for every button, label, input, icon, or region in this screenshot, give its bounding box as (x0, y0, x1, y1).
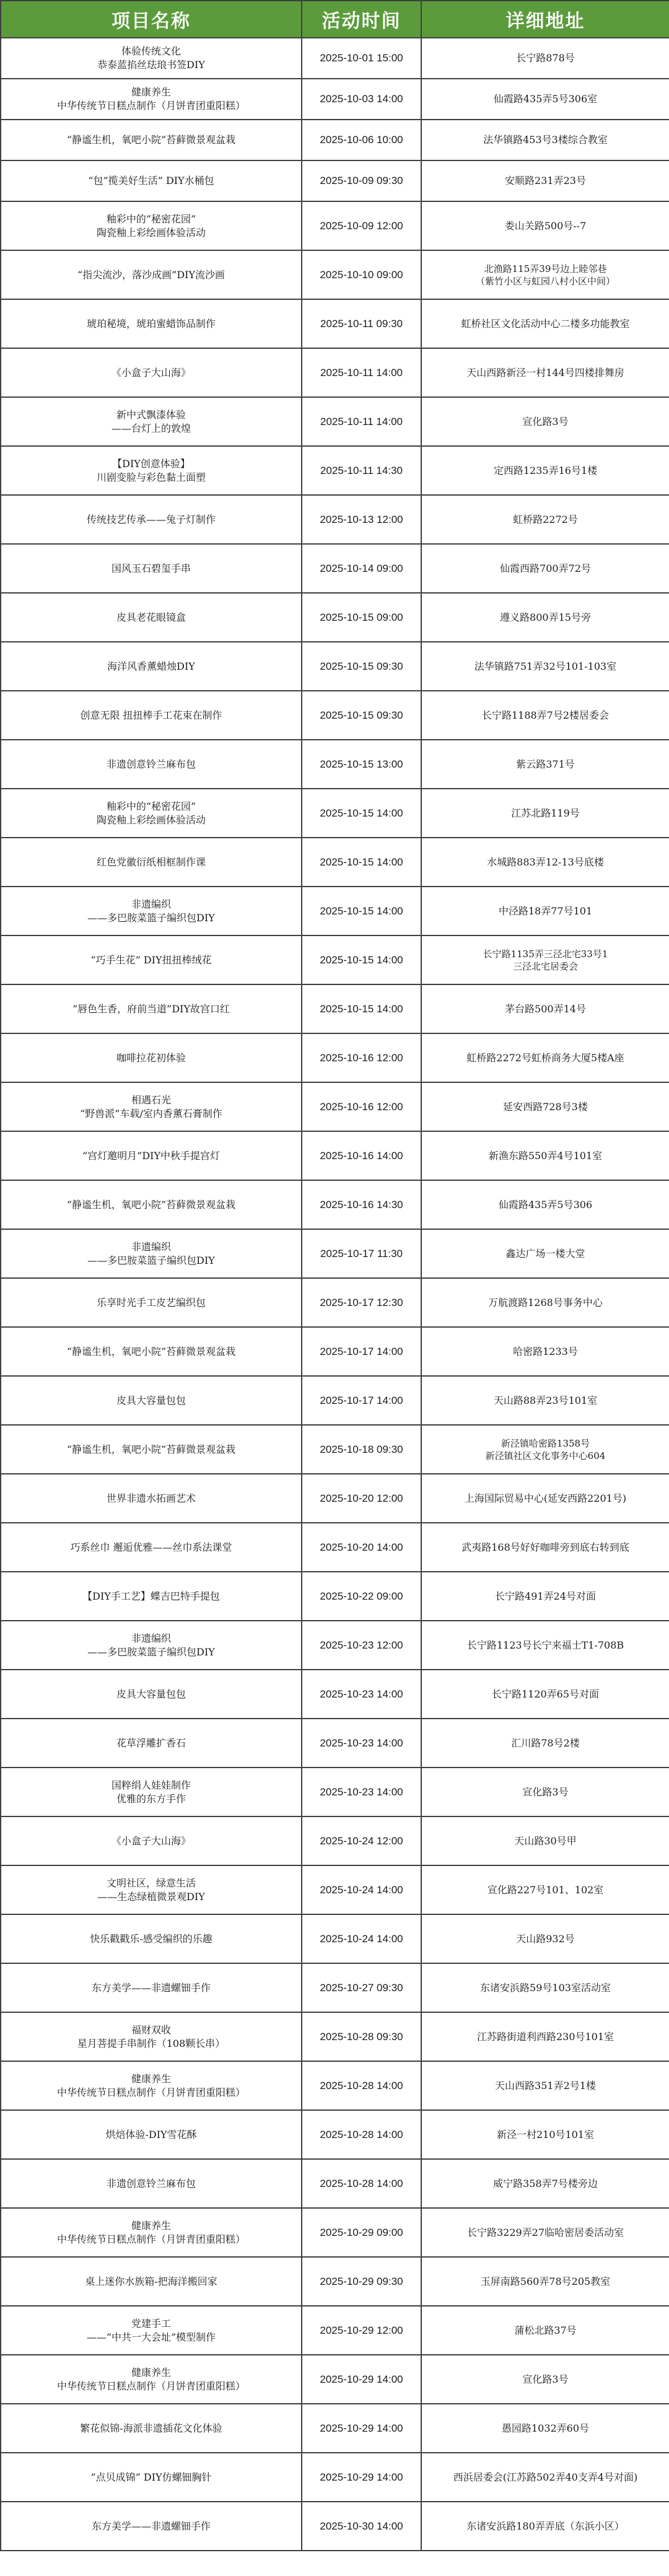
table-row (1, 2404, 669, 2453)
table-row (1, 1816, 669, 1865)
table-row (1, 642, 669, 691)
address-cell: 遵义路800弄15号旁 (421, 593, 669, 642)
activity-time-cell: 2025-10-15 14:00 (302, 887, 421, 935)
table-row (1, 1278, 669, 1327)
table-row (1, 691, 669, 740)
activity-time-cell: 2025-10-11 14:00 (302, 397, 421, 446)
project-name-cell: “包”揽美好生活” DIY水桶包 (1, 160, 302, 201)
activity-time-cell: 2025-10-29 09:30 (302, 2257, 421, 2306)
project-name-cell: 体验传统文化 恭泰蓝掐丝珐琅书签DIY (1, 38, 302, 79)
activity-time-cell: 2025-10-06 10:00 (302, 120, 421, 160)
table-row (1, 789, 669, 838)
activity-time-cell: 2025-10-10 09:00 (302, 250, 421, 299)
project-name-cell: 乐享时光手工皮艺编织包 (1, 1278, 302, 1327)
address-cell: 法华镇路751弄32号101-103室 (421, 642, 669, 691)
table-row (1, 1719, 669, 1768)
table-row (1, 1327, 669, 1376)
address-cell: 东诸安浜路59号103室活动室 (421, 1963, 669, 2012)
activity-time-cell: 2025-10-11 09:30 (302, 299, 421, 348)
table-row (1, 201, 669, 250)
project-name-cell: 琥珀秘境，琥珀蜜蜡饰品制作 (1, 299, 302, 348)
table-row (1, 2110, 669, 2159)
activity-time-cell: 2025-10-16 14:30 (302, 1180, 421, 1229)
project-name-cell: 釉彩中的“秘密花园” 陶瓷釉上彩绘画体验活动 (1, 201, 302, 250)
project-name-cell: 国粹绢人娃娃制作 优雅的东方手作 (1, 1768, 302, 1816)
activity-time-cell: 2025-10-15 09:00 (302, 593, 421, 642)
activity-time-cell: 2025-10-18 09:30 (302, 1425, 421, 1474)
address-cell: 法华镇路453号3楼综合教室 (421, 120, 669, 160)
address-cell: 东诸安浜路180弄弄底（东浜小区） (421, 2502, 669, 2551)
address-cell: 新渔东路550弄4号101室 (421, 1131, 669, 1180)
address-cell: 茅台路500弄14号 (421, 984, 669, 1033)
table-row (1, 984, 669, 1033)
project-name-cell: 传统技艺传承——兔子灯制作 (1, 495, 302, 544)
project-name-cell: 创意无限 扭扭棒手工花束在制作 (1, 691, 302, 740)
project-name-cell: “点贝成锦” DIY仿螺钿胸针 (1, 2453, 302, 2502)
address-cell: 宣化路227号101、102室 (421, 1865, 669, 1914)
activity-time-cell: 2025-10-24 12:00 (302, 1816, 421, 1865)
project-name-cell: 国风玉石碧玺手串 (1, 544, 302, 593)
address-cell: 哈密路1233号 (421, 1327, 669, 1376)
activity-time-cell: 2025-10-27 09:30 (302, 1963, 421, 2012)
header-activity-time: 活动时间 (302, 1, 421, 38)
table-row (1, 1180, 669, 1229)
project-name-cell: 咖啡拉花初体验 (1, 1033, 302, 1082)
address-cell: 虹桥社区文化活动中心二楼多功能教室 (421, 299, 669, 348)
table-row (1, 1572, 669, 1621)
project-name-cell: 花草浮雕扩香石 (1, 1719, 302, 1768)
table-row (1, 887, 669, 935)
activity-time-cell: 2025-10-09 09:30 (302, 160, 421, 201)
project-name-cell: 繁花似锦-海派非遗插花文化体验 (1, 2404, 302, 2453)
activity-time-cell: 2025-10-23 14:00 (302, 1670, 421, 1719)
project-name-cell: 新中式飘漆体验 ——台灯上的敦煌 (1, 397, 302, 446)
activity-time-cell: 2025-10-16 14:00 (302, 1131, 421, 1180)
project-name-cell: 巧系丝巾 邂逅优雅——丝巾系法课堂 (1, 1523, 302, 1572)
address-cell: 上海国际贸易中心(延安西路2201号) (421, 1474, 669, 1523)
table-row (1, 2208, 669, 2257)
project-name-cell: 非遗编织 ——多巴胺菜篮子编织包DIY (1, 1229, 302, 1278)
address-cell: 定西路1235弄16号1楼 (421, 446, 669, 495)
table-row (1, 2355, 669, 2404)
address-cell: 天山西路351弄2号1楼 (421, 2061, 669, 2110)
table-row (1, 1768, 669, 1816)
table-row (1, 1229, 669, 1278)
address-cell: 天山西路新泾一村144号四楼排舞房 (421, 348, 669, 397)
table-row (1, 250, 669, 299)
activity-time-cell: 2025-10-29 09:00 (302, 2208, 421, 2257)
activity-time-cell: 2025-10-15 09:30 (302, 642, 421, 691)
table-row (1, 544, 669, 593)
table-row (1, 446, 669, 495)
table-body (1, 38, 669, 2551)
activity-time-cell: 2025-10-01 15:00 (302, 38, 421, 79)
table-row (1, 1033, 669, 1082)
table-row (1, 38, 669, 79)
address-cell: 玉屏南路560弄78号205教室 (421, 2257, 669, 2306)
table-row (1, 935, 669, 984)
address-cell: 长宁路1188弄7号2楼居委会 (421, 691, 669, 740)
address-cell: 新泾一村210号101室 (421, 2110, 669, 2159)
project-name-cell: 非遗编织 ——多巴胺菜篮子编织包DIY (1, 887, 302, 935)
table-row (1, 495, 669, 544)
activity-time-cell: 2025-10-16 12:00 (302, 1082, 421, 1131)
address-cell: 威宁路358弄7号楼旁边 (421, 2159, 669, 2208)
address-cell: 安顺路231弄23号 (421, 160, 669, 201)
activity-time-cell: 2025-10-29 14:00 (302, 2404, 421, 2453)
address-cell: 长宁路1123号长宁来福士T1-708B (421, 1621, 669, 1670)
address-cell: 天山路88弄23号101室 (421, 1376, 669, 1425)
project-name-cell: 世界非遗水拓画艺术 (1, 1474, 302, 1523)
activity-time-cell: 2025-10-23 12:00 (302, 1621, 421, 1670)
address-cell: 宣化路3号 (421, 1768, 669, 1816)
table-row (1, 1131, 669, 1180)
address-cell: 天山路932号 (421, 1914, 669, 1963)
activity-time-cell: 2025-10-20 12:00 (302, 1474, 421, 1523)
project-name-cell: 海洋风香薰蜡烛DIY (1, 642, 302, 691)
address-cell: 仙霞路435弄5号306室 (421, 79, 669, 120)
activity-time-cell: 2025-10-30 14:00 (302, 2502, 421, 2551)
project-name-cell: 非遗创意铃兰麻布包 (1, 2159, 302, 2208)
address-cell: 虹桥路2272号 (421, 495, 669, 544)
activity-time-cell: 2025-10-17 14:00 (302, 1376, 421, 1425)
project-name-cell: “唇色生香，府前当道”DIY故宫口红 (1, 984, 302, 1033)
activity-time-cell: 2025-10-28 14:00 (302, 2159, 421, 2208)
table-row (1, 740, 669, 789)
project-name-cell: “巧手生花” DIY扭扭棒绒花 (1, 935, 302, 984)
table-row (1, 1963, 669, 2012)
activity-time-cell: 2025-10-23 14:00 (302, 1768, 421, 1816)
activity-time-cell: 2025-10-15 14:00 (302, 984, 421, 1033)
address-cell: 水城路883弄12-13号底楼 (421, 838, 669, 887)
project-name-cell: 党建手工 ——“中共一大会址”模型制作 (1, 2306, 302, 2355)
address-cell: 蒲松北路37号 (421, 2306, 669, 2355)
table-row (1, 1670, 669, 1719)
activity-time-cell: 2025-10-15 13:00 (302, 740, 421, 789)
header-address: 详细地址 (421, 1, 669, 38)
address-cell: 北渔路115弄39号边上睦邻巷 （紫竹小区与虹园八村小区中间） (421, 250, 669, 299)
activity-time-cell: 2025-10-22 09:00 (302, 1572, 421, 1621)
table-row (1, 1865, 669, 1914)
project-name-cell: 皮具老花眼镜盒 (1, 593, 302, 642)
activity-time-cell: 2025-10-24 14:00 (302, 1865, 421, 1914)
activity-time-cell: 2025-10-16 12:00 (302, 1033, 421, 1082)
address-cell: 长宁路1135弄三泾北宅33号1 三泾北宅居委会 (421, 935, 669, 984)
project-name-cell: 红色党徽衍纸相框制作课 (1, 838, 302, 887)
address-cell: 愚园路1032弄60号 (421, 2404, 669, 2453)
project-name-cell: 东方美学——非遗螺钿手作 (1, 1963, 302, 2012)
address-cell: 长宁路1120弄65号对面 (421, 1670, 669, 1719)
project-name-cell: 桌上迷你水族箱-把海洋搬回家 (1, 2257, 302, 2306)
project-name-cell: 非遗创意铃兰麻布包 (1, 740, 302, 789)
activity-time-cell: 2025-10-17 12:30 (302, 1278, 421, 1327)
project-name-cell: 健康养生 中华传统节日糕点制作（月饼青团重阳糕） (1, 2208, 302, 2257)
project-name-cell: 相遇石光 “野兽派”车载/室内香薰石膏制作 (1, 1082, 302, 1131)
project-name-cell: 健康养生 中华传统节日糕点制作（月饼青团重阳糕） (1, 2061, 302, 2110)
activity-time-cell: 2025-10-17 14:00 (302, 1327, 421, 1376)
address-cell: 紫云路371号 (421, 740, 669, 789)
activity-time-cell: 2025-10-13 12:00 (302, 495, 421, 544)
activity-time-cell: 2025-10-24 14:00 (302, 1914, 421, 1963)
activity-time-cell: 2025-10-28 14:00 (302, 2110, 421, 2159)
activity-time-cell: 2025-10-29 14:00 (302, 2453, 421, 2502)
table-row (1, 1425, 669, 1474)
table-row (1, 1082, 669, 1131)
table-row (1, 1914, 669, 1963)
table-row (1, 838, 669, 887)
activity-time-cell: 2025-10-17 11:30 (302, 1229, 421, 1278)
table-row (1, 397, 669, 446)
table-row (1, 2502, 669, 2551)
table-row (1, 2159, 669, 2208)
header-project-name: 项目名称 (1, 1, 302, 38)
project-name-cell: “静谧生机，氧吧小院”苔藓微景观盆栽 (1, 1425, 302, 1474)
table-row (1, 1376, 669, 1425)
table-row (1, 299, 669, 348)
address-cell: 延安西路728号3楼 (421, 1082, 669, 1131)
address-cell: 天山路30号甲 (421, 1816, 669, 1865)
table-row (1, 593, 669, 642)
address-cell: 长宁路878号 (421, 38, 669, 79)
table-row (1, 348, 669, 397)
address-cell: 汇川路78号2楼 (421, 1719, 669, 1768)
project-name-cell: “静谧生机，氧吧小院”苔藓微景观盆栽 (1, 1327, 302, 1376)
table-row (1, 2453, 669, 2502)
project-name-cell: 快乐戳戳乐-感受编织的乐趣 (1, 1914, 302, 1963)
activity-time-cell: 2025-10-15 14:00 (302, 935, 421, 984)
address-cell: 仙霞西路700弄72号 (421, 544, 669, 593)
address-cell: 宣化路3号 (421, 2355, 669, 2404)
activity-time-cell: 2025-10-15 09:30 (302, 691, 421, 740)
project-name-cell: 《小盒子大山海》 (1, 1816, 302, 1865)
address-cell: 新泾镇哈密路1358号 新泾镇社区文化事务中心604 (421, 1425, 669, 1474)
activity-time-cell: 2025-10-23 14:00 (302, 1719, 421, 1768)
project-name-cell: 【DIY手工艺】蝶吉巴特手提包 (1, 1572, 302, 1621)
address-cell: 长宁路491弄24号对面 (421, 1572, 669, 1621)
address-cell: 长宁路3229弄27临哈密居委活动室 (421, 2208, 669, 2257)
address-cell: 宣化路3号 (421, 397, 669, 446)
table-row (1, 1621, 669, 1670)
activity-time-cell: 2025-10-09 12:00 (302, 201, 421, 250)
activity-time-cell: 2025-10-20 14:00 (302, 1523, 421, 1572)
activity-time-cell: 2025-10-14 09:00 (302, 544, 421, 593)
project-name-cell: 釉彩中的“秘密花园” 陶瓷釉上彩绘画体验活动 (1, 789, 302, 838)
header-row (1, 1, 669, 38)
address-cell: 鑫达广场一楼大堂 (421, 1229, 669, 1278)
table-row (1, 2012, 669, 2061)
project-name-cell: “静谧生机，氧吧小院”苔藓微景观盆栽 (1, 120, 302, 160)
table-row (1, 79, 669, 120)
activity-time-cell: 2025-10-11 14:00 (302, 348, 421, 397)
table-row (1, 2061, 669, 2110)
table-row (1, 160, 669, 201)
project-name-cell: 皮具大容量包包 (1, 1376, 302, 1425)
address-cell: 虹桥路2272号虹桥商务大厦5楼A座 (421, 1033, 669, 1082)
address-cell: 西浜居委会(江苏路502弄40支弄4号对面) (421, 2453, 669, 2502)
activity-time-cell: 2025-10-28 14:00 (302, 2061, 421, 2110)
address-cell: 娄山关路500号--7 (421, 201, 669, 250)
project-name-cell: “宫灯邀明月”DIY中秋手提宫灯 (1, 1131, 302, 1180)
project-name-cell: 《小盒子大山海》 (1, 348, 302, 397)
address-cell: 江苏北路119号 (421, 789, 669, 838)
activity-time-cell: 2025-10-15 14:00 (302, 838, 421, 887)
table-row (1, 1474, 669, 1523)
activity-time-cell: 2025-10-29 14:00 (302, 2355, 421, 2404)
address-cell: 万航渡路1268号事务中心 (421, 1278, 669, 1327)
address-cell: 江苏路街道利西路230号101室 (421, 2012, 669, 2061)
activity-time-cell: 2025-10-15 14:00 (302, 789, 421, 838)
project-name-cell: “指尖流沙，落沙成画”DIY流沙画 (1, 250, 302, 299)
table-row (1, 1523, 669, 1572)
activity-time-cell: 2025-10-03 14:00 (302, 79, 421, 120)
project-name-cell: 【DIY创意体验】 川剧变脸与彩色黏土面塑 (1, 446, 302, 495)
address-cell: 仙霞路435弄5号306 (421, 1180, 669, 1229)
activity-time-cell: 2025-10-28 09:30 (302, 2012, 421, 2061)
project-name-cell: 福财双收 星月菩提手串制作（108颗长串） (1, 2012, 302, 2061)
activity-time-cell: 2025-10-11 14:30 (302, 446, 421, 495)
project-name-cell: 健康养生 中华传统节日糕点制作（月饼青团重阳糕） (1, 79, 302, 120)
table-row (1, 2306, 669, 2355)
project-name-cell: 非遗编织 ——多巴胺菜篮子编织包DIY (1, 1621, 302, 1670)
project-name-cell: 烘焙体验-DIY雪花酥 (1, 2110, 302, 2159)
table-row (1, 120, 669, 160)
activity-time-cell: 2025-10-29 12:00 (302, 2306, 421, 2355)
address-cell: 武夷路168号好好咖啡旁到底右转到底 (421, 1523, 669, 1572)
project-name-cell: “静谧生机，氧吧小院”苔藓微景观盆栽 (1, 1180, 302, 1229)
address-cell: 中泾路18弄77号101 (421, 887, 669, 935)
project-name-cell: 健康养生 中华传统节日糕点制作（月饼青团重阳糕） (1, 2355, 302, 2404)
table-row (1, 2257, 669, 2306)
project-name-cell: 文明社区，绿意生活 ——生态绿植微景观DIY (1, 1865, 302, 1914)
project-name-cell: 东方美学——非遗螺钿手作 (1, 2502, 302, 2551)
project-name-cell: 皮具大容量包包 (1, 1670, 302, 1719)
